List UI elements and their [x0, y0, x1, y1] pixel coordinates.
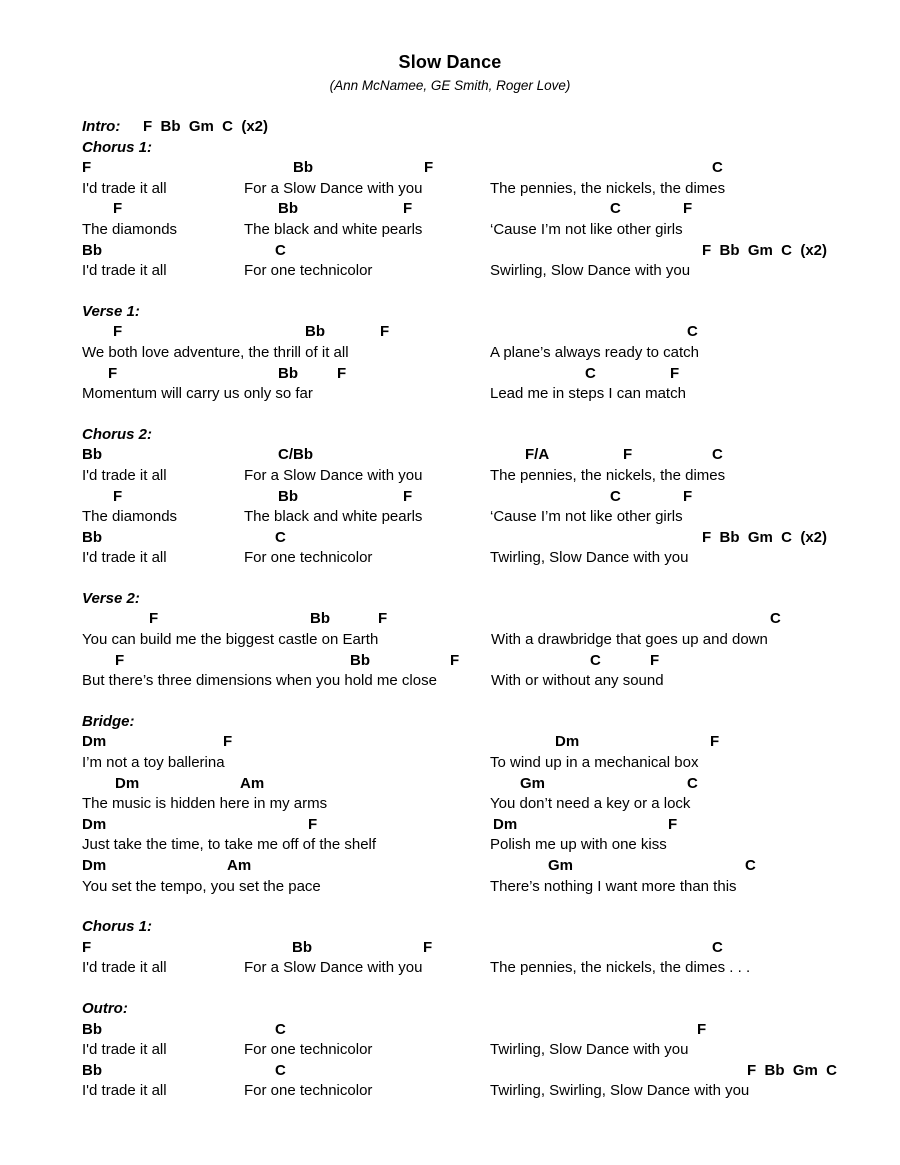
lyric-segment: I'd trade it all: [82, 466, 167, 484]
song-title: Slow Dance: [398, 52, 502, 72]
lyric-segment: Just take the time, to take me off of the shelf: [82, 836, 377, 854]
chord: F: [650, 651, 660, 669]
chord: Bb: [82, 446, 102, 464]
lyric-line: [0, 384, 900, 405]
chord: F/A: [525, 446, 550, 464]
chord: Bb: [82, 1061, 102, 1079]
chord: F: [380, 323, 390, 341]
chord: Bb: [278, 364, 298, 382]
section-chorus-2: [0, 425, 900, 569]
chord-line: [0, 528, 900, 549]
section-outro: [0, 999, 900, 1102]
lyric-segment: With or without any sound: [491, 672, 664, 690]
section-chorus-1: [0, 138, 900, 282]
chord: Dm: [82, 857, 107, 874]
chord: Bb: [82, 1020, 102, 1038]
chord: C: [712, 938, 723, 956]
chord: C: [712, 446, 723, 464]
song-body: [0, 117, 900, 1102]
chord-line: [0, 815, 900, 836]
chord-line: [0, 1061, 900, 1082]
section-heading: Intro:: [82, 118, 121, 135]
heading-line: [0, 138, 900, 159]
lyric-segment: You can build me the biggest castle on Earth: [82, 631, 379, 649]
lyric-segment: For a Slow Dance with you: [244, 179, 423, 197]
lyric-segment: The pennies, the nickels, the dimes: [490, 179, 726, 197]
lyric-line: [0, 835, 900, 856]
chord: Bb: [292, 938, 312, 956]
chord: F: [403, 200, 413, 218]
chord: Bb: [278, 200, 298, 218]
chord: Bb: [82, 241, 102, 259]
chord: Bb: [305, 323, 325, 341]
section-verse-2: [0, 589, 900, 692]
chord: F: [337, 364, 347, 382]
chord: F: [82, 159, 92, 177]
lyric-segment: But there’s three dimensions when you hold me close: [82, 672, 437, 690]
chord: Am: [240, 774, 265, 792]
chord: Dm: [115, 774, 140, 792]
chord-line: [0, 732, 900, 753]
chord: F: [710, 733, 720, 751]
section-heading: Chorus 2:: [82, 425, 153, 443]
chord-line: [0, 856, 900, 877]
lyric-segment: To wind up in a mechanical box: [490, 754, 699, 772]
lyric-segment: I'd trade it all: [82, 262, 167, 280]
chord: Dm: [555, 733, 580, 751]
chord: Bb: [310, 610, 330, 628]
heading-line: [0, 712, 900, 733]
chord: C: [275, 241, 286, 259]
chord: Dm: [493, 815, 518, 833]
lyric-segment: You don’t need a key or a lock: [490, 795, 691, 813]
chord: C: [687, 774, 698, 792]
chord-line: [0, 241, 900, 262]
lyric-segment: You set the tempo, you set the pace: [82, 877, 321, 895]
chord: C: [275, 1020, 286, 1038]
lyric-segment: The diamonds: [82, 508, 178, 526]
chord-line: [0, 322, 900, 343]
chord: C: [275, 1061, 286, 1079]
chord-line: [0, 609, 900, 630]
chord: F: [115, 651, 125, 669]
chord: C/Bb: [278, 446, 313, 464]
lyric-segment: The pennies, the nickels, the dimes: [490, 466, 726, 484]
lyric-line: [0, 220, 900, 241]
lyric-line: [0, 958, 900, 979]
section-heading: Bridge:: [82, 712, 135, 730]
section-heading: Verse 2:: [82, 589, 140, 607]
lyric-segment: For one technicolor: [244, 1041, 373, 1059]
lyric-segment: I’m not a toy ballerina: [82, 754, 225, 772]
chord: Am: [227, 857, 252, 874]
chord-line: [0, 487, 900, 508]
chord: C: [770, 610, 781, 628]
heading-line: [0, 425, 900, 446]
lyric-segment: The music is hidden here in my arms: [82, 795, 328, 813]
heading-line: [0, 117, 900, 138]
lyric-segment: The black and white pearls: [244, 220, 423, 238]
lyric-segment: The black and white pearls: [244, 508, 423, 526]
song-credits: (Ann McNamee, GE Smith, Roger Love): [329, 78, 571, 93]
lyric-segment: Swirling, Slow Dance with you: [490, 262, 691, 280]
lyric-segment: ‘Cause I’m not like other girls: [490, 508, 683, 526]
chord: Bb: [293, 159, 313, 177]
lyric-segment: There’s nothing I want more than this: [490, 877, 737, 895]
section-verse-1: [0, 302, 900, 405]
chord: F: [423, 938, 433, 956]
lyric-line: [0, 630, 900, 651]
lyric-segment: For one technicolor: [244, 549, 373, 567]
lyric-line: [0, 179, 900, 200]
lyric-segment: For a Slow Dance with you: [244, 959, 423, 977]
lyric-line: [0, 1081, 900, 1102]
lyric-segment: We both love adventure, the thrill of it all: [82, 343, 349, 361]
chord: Bb: [278, 487, 298, 505]
chord: C: [745, 857, 756, 874]
chord: Dm: [82, 815, 107, 833]
chord: Gm: [548, 857, 574, 874]
chord: F: [623, 446, 633, 464]
heading-line: [0, 589, 900, 610]
chord: F: [223, 733, 233, 751]
chord: F: [113, 487, 123, 505]
chord: F Bb Gm C (x2): [702, 528, 828, 546]
lyric-segment: The diamonds: [82, 220, 178, 238]
chord: C: [585, 364, 596, 382]
section-chorus-1-reprise: [0, 917, 900, 979]
chord: F: [670, 364, 680, 382]
chord: F: [697, 1020, 707, 1038]
lyric-line: [0, 548, 900, 569]
lyric-line: [0, 794, 900, 815]
chord: F: [668, 815, 678, 833]
chord: F: [108, 364, 118, 382]
lyric-segment: For one technicolor: [244, 262, 373, 280]
lyric-line: [0, 466, 900, 487]
heading-line: [0, 302, 900, 323]
chord-line: [0, 445, 900, 466]
chord-line: [0, 1020, 900, 1041]
chord: C: [687, 323, 698, 341]
lyric-line: [0, 507, 900, 528]
chord: F: [450, 651, 460, 669]
chord: F Bb Gm C (x2): [702, 241, 828, 259]
lyric-segment: Polish me up with one kiss: [490, 836, 667, 854]
lyric-segment: For one technicolor: [244, 1082, 373, 1100]
chord: F: [683, 487, 693, 505]
chord-line: [0, 364, 900, 385]
chord: C: [712, 159, 723, 177]
chord-line: [0, 199, 900, 220]
chord: Dm: [82, 733, 107, 751]
chord: F: [424, 159, 434, 177]
heading-line: [0, 999, 900, 1020]
heading-line: [0, 917, 900, 938]
lyric-segment: Twirling, Swirling, Slow Dance with you: [490, 1082, 750, 1100]
lyric-segment: For a Slow Dance with you: [244, 466, 423, 484]
chord: F: [113, 200, 123, 218]
section-heading: Outro:: [82, 999, 128, 1017]
lyric-segment: I'd trade it all: [82, 1041, 167, 1059]
chord: F Bb Gm C: [747, 1061, 837, 1079]
section-heading: Chorus 1:: [82, 138, 153, 156]
chord: C: [275, 528, 286, 546]
lyric-segment: Twirling, Slow Dance with you: [490, 549, 689, 567]
lyric-line: [0, 1040, 900, 1061]
lyric-line: [0, 343, 900, 364]
chord: C: [590, 651, 601, 669]
chord: C: [610, 487, 621, 505]
chord: C: [610, 200, 621, 218]
lyric-segment: Momentum will carry us only so far: [82, 385, 313, 403]
chord: F: [113, 323, 123, 341]
chord: F Bb Gm C (x2): [143, 118, 269, 135]
section-intro: [0, 117, 900, 138]
chord: Gm: [520, 774, 546, 792]
chord: Bb: [82, 528, 102, 546]
chord: F: [308, 815, 318, 833]
lyric-segment: I'd trade it all: [82, 1082, 167, 1100]
lyric-segment: A plane’s always ready to catch: [490, 343, 700, 361]
lyric-segment: I'd trade it all: [82, 179, 167, 197]
chord: Bb: [350, 651, 370, 669]
lyric-line: [0, 671, 900, 692]
chord: F: [82, 938, 92, 956]
lyric-line: [0, 753, 900, 774]
lyric-line: [0, 877, 900, 898]
chord: F: [683, 200, 693, 218]
chord-line: [0, 938, 900, 959]
lyric-segment: I'd trade it all: [82, 959, 167, 977]
lyric-segment: Twirling, Slow Dance with you: [490, 1041, 689, 1059]
chord: F: [149, 610, 159, 628]
chord-line: [0, 651, 900, 672]
lyric-segment: Lead me in steps I can match: [490, 385, 686, 403]
chord-line: [0, 158, 900, 179]
lyric-line: [0, 261, 900, 282]
chord-line: [0, 774, 900, 795]
section-bridge: [0, 712, 900, 897]
section-heading: Chorus 1:: [82, 918, 153, 936]
lyric-segment: ‘Cause I’m not like other girls: [490, 220, 683, 238]
chord: F: [403, 487, 413, 505]
lyric-segment: The pennies, the nickels, the dimes . . .: [490, 959, 751, 977]
lyric-segment: With a drawbridge that goes up and down: [491, 631, 768, 649]
lyric-segment: I'd trade it all: [82, 549, 167, 567]
chord: F: [378, 610, 388, 628]
section-heading: Verse 1:: [82, 302, 140, 320]
